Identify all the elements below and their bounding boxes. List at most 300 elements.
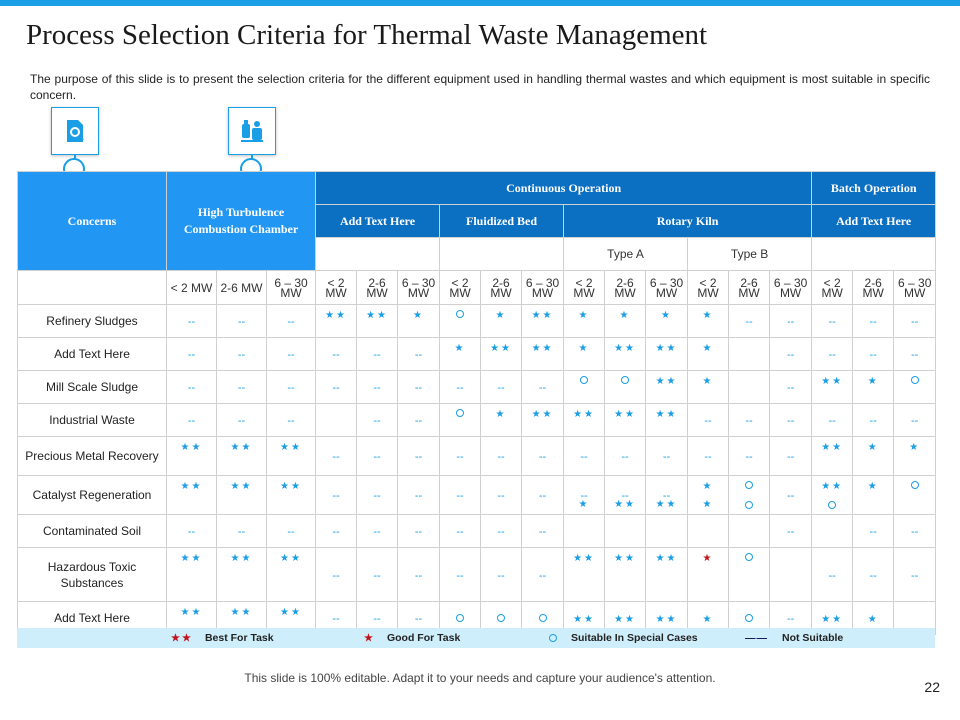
not-suitable-dash: -- — [869, 316, 877, 328]
special-circle-icon — [522, 613, 563, 623]
not-suitable-dash: -- — [786, 382, 795, 394]
rating-cell — [316, 437, 357, 476]
mw-header: 2-6 MW — [217, 271, 267, 305]
not-suitable-dash: -- — [414, 382, 423, 394]
not-suitable-dash: -- — [745, 451, 753, 463]
rating-cell — [481, 437, 522, 476]
not-suitable-dash: -- — [745, 415, 753, 427]
rating-cell — [564, 338, 605, 371]
rating-cell — [522, 548, 564, 602]
rating-cell — [853, 305, 894, 338]
not-suitable-dash: -- — [287, 349, 295, 361]
not-suitable-dash: -- — [662, 451, 671, 463]
rating-cell — [522, 404, 564, 437]
rating-cell — [357, 476, 398, 515]
best-star-icon: ★★ — [230, 442, 253, 453]
not-suitable-dash: -- — [456, 490, 464, 502]
rating-cell — [398, 305, 440, 338]
slide-title: Process Selection Criteria for Thermal Waste Management — [26, 19, 708, 51]
not-suitable-dash: -- — [456, 526, 464, 538]
best-star-icon: ★★ — [614, 409, 636, 420]
rating-cell — [167, 437, 217, 476]
not-suitable-dash: -- — [828, 569, 836, 582]
mw-header: 2-6 MW — [853, 271, 894, 305]
sub-header-add-text-1: Add Text Here — [316, 205, 440, 238]
not-suitable-dash: -- — [373, 490, 381, 502]
not-suitable-dash: -- — [456, 569, 464, 582]
special-circle-icon — [729, 500, 769, 510]
not-suitable-dash: -- — [828, 415, 836, 427]
rating-cell — [267, 305, 316, 338]
concern-label: Precious Metal Recovery — [18, 437, 167, 476]
best-star-icon: ★★ — [573, 553, 595, 564]
rating-cell — [605, 371, 646, 404]
rating-cell — [646, 371, 688, 404]
type-a-label: Type A — [564, 238, 688, 271]
not-suitable-dash: -- — [911, 569, 919, 582]
mw-header: 6 – 30 MW — [770, 271, 812, 305]
not-suitable-dash: -- — [187, 349, 196, 361]
mw-header: 6 – 30 MW — [267, 271, 316, 305]
not-suitable-dash: -- — [869, 569, 877, 582]
good-star-icon: ★ — [702, 481, 714, 492]
rating-cell — [605, 338, 646, 371]
mw-header: < 2 MW — [688, 271, 729, 305]
rating-cell — [440, 404, 481, 437]
rating-cell — [688, 515, 729, 548]
rating-cell — [316, 338, 357, 371]
page-number: 22 — [924, 679, 940, 695]
rating-cell — [729, 476, 770, 515]
rating-cell — [217, 548, 267, 602]
best-star-icon: ★★ — [366, 310, 388, 321]
rating-cell — [398, 338, 440, 371]
good-star-icon: ★ — [578, 343, 590, 354]
rating-cell — [267, 548, 316, 602]
best-star-icon: ★★ — [655, 376, 678, 387]
not-suitable-dash: -- — [373, 349, 381, 361]
best-star-icon: ★★ — [655, 499, 678, 510]
concern-label: Catalyst Regeneration — [18, 476, 167, 515]
not-suitable-dash: -- — [187, 316, 196, 328]
best-star-icon: ★★ — [171, 632, 193, 644]
rating-cell — [605, 548, 646, 602]
concern-label: Hazardous Toxic Substances — [18, 548, 167, 602]
good-star-icon: ★ — [454, 343, 466, 354]
not-suitable-dash: -- — [414, 490, 423, 502]
best-star-icon: ★★ — [325, 310, 347, 321]
rating-cell — [688, 305, 729, 338]
rating-cell — [564, 548, 605, 602]
rating-cell — [564, 404, 605, 437]
special-circle-icon — [812, 500, 852, 510]
not-suitable-dash: -- — [911, 316, 919, 328]
top-accent-bar — [0, 0, 960, 6]
rating-cell — [316, 404, 357, 437]
rating-cell — [357, 515, 398, 548]
not-suitable-dash: -- — [497, 526, 505, 538]
concerns-header: Concerns — [18, 172, 167, 271]
rating-cell — [316, 305, 357, 338]
rating-cell — [853, 548, 894, 602]
good-star-icon: ★ — [867, 442, 879, 453]
not-suitable-dash: -- — [456, 451, 464, 463]
not-suitable-dash: -- — [497, 451, 505, 463]
rating-cell — [894, 476, 936, 515]
rating-cell — [894, 437, 936, 476]
legend-special — [549, 632, 698, 644]
not-suitable-dash: -- — [911, 349, 919, 361]
rating-cell — [217, 515, 267, 548]
not-suitable-dash: -- — [538, 382, 547, 394]
rating-cell — [812, 404, 853, 437]
good-star-icon: ★ — [661, 310, 673, 321]
rating-cell — [398, 515, 440, 548]
not-suitable-dash: -- — [786, 349, 795, 361]
rating-cell — [812, 515, 853, 548]
document-search-icon — [51, 107, 99, 155]
rating-cell — [267, 515, 316, 548]
good-star-icon: ★ — [702, 499, 714, 510]
rating-cell — [564, 305, 605, 338]
not-suitable-dash: -- — [662, 490, 671, 502]
not-suitable-dash: -- — [187, 382, 196, 394]
rating-cell — [357, 548, 398, 602]
not-suitable-dash: -- — [373, 613, 381, 625]
not-suitable-dash: -- — [287, 316, 295, 328]
not-suitable-dash: -- — [373, 526, 381, 538]
rating-cell — [167, 476, 217, 515]
sub-header-fluidized-bed: Fluidized Bed — [440, 205, 564, 238]
sub-header-add-text-2: Add Text Here — [812, 205, 936, 238]
rating-cell — [729, 404, 770, 437]
good-star-icon: ★ — [702, 376, 714, 387]
mw-header: < 2 MW — [167, 271, 217, 305]
best-star-icon: ★★ — [230, 481, 253, 492]
dash-icon: —— — [745, 632, 768, 644]
not-suitable-dash: -- — [538, 526, 547, 538]
rating-cell — [267, 338, 316, 371]
circle-icon — [549, 634, 557, 642]
not-suitable-dash: -- — [187, 526, 196, 538]
not-suitable-dash: -- — [786, 451, 795, 463]
good-star-icon: ★ — [702, 343, 714, 354]
rating-cell — [770, 548, 812, 602]
rating-cell — [481, 515, 522, 548]
not-suitable-dash: -- — [704, 415, 712, 427]
not-suitable-dash: -- — [237, 316, 246, 328]
legend-good — [364, 632, 460, 644]
rating-cell — [605, 515, 646, 548]
not-suitable-dash: -- — [373, 569, 381, 582]
rating-cell — [564, 476, 605, 515]
not-suitable-dash: -- — [869, 349, 877, 361]
rating-cell — [894, 404, 936, 437]
legend-best-label: Best For Task — [204, 632, 274, 644]
mw-header: < 2 MW — [440, 271, 481, 305]
rating-cell — [316, 515, 357, 548]
not-suitable-dash: -- — [373, 382, 381, 394]
rating-cell — [522, 305, 564, 338]
legend-special-label: Suitable In Special Cases — [571, 632, 698, 644]
mw-header: 2-6 MW — [729, 271, 770, 305]
rating-cell — [167, 371, 217, 404]
rating-cell — [522, 338, 564, 371]
not-suitable-dash: -- — [332, 613, 340, 625]
special-circle-icon — [729, 552, 769, 562]
rating-cell — [564, 437, 605, 476]
rating-cell — [894, 515, 936, 548]
rating-cell — [357, 371, 398, 404]
not-suitable-dash: -- — [497, 490, 505, 502]
rating-cell — [481, 476, 522, 515]
rating-cell — [853, 476, 894, 515]
rating-cell — [522, 476, 564, 515]
mw-header: 2-6 MW — [357, 271, 398, 305]
rating-cell — [812, 437, 853, 476]
not-suitable-dash: -- — [287, 382, 295, 394]
rating-cell — [398, 548, 440, 602]
concern-label: Mill Scale Sludge — [18, 371, 167, 404]
best-star-icon: ★★ — [655, 614, 678, 625]
legend-not — [745, 632, 843, 644]
not-suitable-dash: -- — [237, 382, 246, 394]
not-suitable-dash: -- — [332, 490, 340, 502]
not-suitable-dash: -- — [287, 526, 295, 538]
concern-label: Add Text Here — [18, 338, 167, 371]
best-star-icon: ★★ — [280, 481, 302, 492]
rating-cell — [646, 515, 688, 548]
equipment-icon — [228, 107, 276, 155]
good-star-icon: ★ — [702, 310, 714, 321]
rating-cell — [853, 338, 894, 371]
rating-cell — [357, 338, 398, 371]
rating-cell — [688, 548, 729, 602]
special-circle-icon — [440, 408, 480, 418]
rating-cell — [398, 476, 440, 515]
best-star-icon: ★★ — [573, 409, 595, 420]
not-suitable-dash: -- — [237, 526, 246, 538]
rating-cell — [894, 305, 936, 338]
rating-cell — [357, 305, 398, 338]
best-star-icon: ★★ — [180, 607, 203, 618]
not-suitable-dash: -- — [373, 415, 381, 427]
rating-cell — [729, 515, 770, 548]
rating-cell — [605, 476, 646, 515]
special-circle-icon — [894, 480, 935, 490]
rating-cell — [440, 371, 481, 404]
rating-cell — [440, 305, 481, 338]
rating-cell — [770, 437, 812, 476]
not-suitable-dash: -- — [621, 451, 629, 463]
rating-cell — [605, 404, 646, 437]
rating-cell — [770, 404, 812, 437]
rating-cell — [605, 305, 646, 338]
rating-cell — [812, 548, 853, 602]
rating-cell — [357, 404, 398, 437]
special-circle-icon — [605, 375, 645, 385]
rating-cell — [167, 338, 217, 371]
rating-cell — [688, 476, 729, 515]
rating-cell — [812, 305, 853, 338]
legend-not-label: Not Suitable — [782, 632, 844, 644]
not-suitable-dash: -- — [497, 382, 505, 394]
rating-cell — [398, 404, 440, 437]
rating-cell — [564, 371, 605, 404]
best-star-icon: ★★ — [531, 343, 554, 354]
rating-cell — [688, 404, 729, 437]
not-suitable-dash: -- — [414, 526, 423, 538]
selection-criteria-table — [17, 171, 936, 635]
not-suitable-dash: -- — [332, 526, 340, 538]
rating-cell — [357, 437, 398, 476]
concern-label: Contaminated Soil — [18, 515, 167, 548]
not-suitable-dash: -- — [538, 451, 547, 463]
rating-cell — [217, 476, 267, 515]
best-star-icon: ★★ — [573, 614, 595, 625]
rating-cell — [605, 437, 646, 476]
rating-cell — [894, 371, 936, 404]
not-suitable-dash: -- — [621, 490, 629, 502]
not-suitable-dash: -- — [786, 316, 795, 328]
rating-cell — [812, 476, 853, 515]
rating-cell — [481, 404, 522, 437]
not-suitable-dash: -- — [580, 490, 588, 502]
rating-cell — [316, 476, 357, 515]
best-star-icon: ★★ — [490, 343, 512, 354]
good-star-icon: ★ — [702, 553, 714, 564]
rating-cell — [167, 404, 217, 437]
not-suitable-dash: -- — [745, 316, 753, 328]
concern-label: Industrial Waste — [18, 404, 167, 437]
rating-cell — [646, 404, 688, 437]
rating-cell — [217, 305, 267, 338]
not-suitable-dash: -- — [497, 569, 505, 582]
mw-header: 2-6 MW — [605, 271, 646, 305]
good-star-icon: ★ — [867, 614, 879, 625]
rating-cell — [812, 371, 853, 404]
good-star-icon: ★ — [578, 499, 590, 510]
rating-cell — [398, 371, 440, 404]
mw-header: 6 – 30 MW — [522, 271, 564, 305]
rating-cell — [398, 437, 440, 476]
not-suitable-dash: -- — [786, 526, 795, 538]
best-star-icon: ★★ — [821, 481, 844, 492]
good-star-icon: ★ — [364, 632, 375, 644]
best-star-icon: ★★ — [614, 499, 636, 510]
not-suitable-dash: -- — [414, 569, 423, 582]
rating-cell — [770, 371, 812, 404]
rating-cell — [646, 305, 688, 338]
best-star-icon: ★★ — [280, 442, 302, 453]
rating-cell — [646, 548, 688, 602]
rating-cell — [688, 338, 729, 371]
concern-label: Refinery Sludges — [18, 305, 167, 338]
good-star-icon: ★ — [867, 481, 879, 492]
rating-cell — [316, 548, 357, 602]
rating-cell — [481, 305, 522, 338]
best-star-icon: ★★ — [531, 310, 554, 321]
best-star-icon: ★★ — [531, 409, 554, 420]
rating-cell — [316, 371, 357, 404]
special-circle-icon — [440, 613, 480, 623]
legend-good-label: Good For Task — [386, 632, 461, 644]
best-star-icon: ★★ — [180, 481, 203, 492]
rating-cell — [729, 437, 770, 476]
best-star-icon: ★★ — [230, 553, 253, 564]
rating-cell — [217, 404, 267, 437]
best-star-icon: ★★ — [655, 553, 678, 564]
rating-cell — [729, 338, 770, 371]
rating-cell — [770, 338, 812, 371]
rating-cell — [646, 338, 688, 371]
not-suitable-dash: -- — [828, 349, 836, 361]
good-star-icon: ★ — [619, 310, 631, 321]
rating-cell — [646, 476, 688, 515]
rating-cell — [440, 548, 481, 602]
sub-header-rotary-kiln: Rotary Kiln — [564, 205, 812, 238]
rating-cell — [812, 338, 853, 371]
best-star-icon: ★★ — [614, 553, 636, 564]
mw-header: 6 – 30 MW — [646, 271, 688, 305]
rating-cell — [770, 515, 812, 548]
best-star-icon: ★★ — [655, 343, 678, 354]
concern-label: Add Text Here — [18, 602, 167, 635]
not-suitable-dash: -- — [538, 569, 547, 582]
not-suitable-dash: -- — [332, 451, 340, 463]
best-star-icon: ★★ — [180, 442, 203, 453]
rating-cell — [481, 371, 522, 404]
not-suitable-dash: -- — [911, 415, 919, 427]
not-suitable-dash: -- — [828, 316, 836, 328]
not-suitable-dash: -- — [911, 526, 919, 538]
best-star-icon: ★★ — [230, 607, 253, 618]
best-star-icon: ★★ — [180, 553, 203, 564]
not-suitable-dash: -- — [786, 613, 795, 625]
rating-cell — [522, 371, 564, 404]
not-suitable-dash: -- — [704, 451, 712, 463]
not-suitable-dash: -- — [869, 415, 877, 427]
rating-cell — [564, 515, 605, 548]
good-star-icon: ★ — [578, 310, 590, 321]
not-suitable-dash: -- — [580, 451, 588, 463]
not-suitable-dash: -- — [414, 451, 423, 463]
not-suitable-dash: -- — [786, 415, 795, 427]
mw-header: < 2 MW — [564, 271, 605, 305]
special-circle-icon — [564, 375, 604, 385]
legend-bar — [17, 628, 935, 648]
best-star-icon: ★★ — [280, 607, 302, 618]
rating-cell — [217, 371, 267, 404]
good-star-icon: ★ — [702, 614, 714, 625]
good-star-icon: ★ — [413, 310, 425, 321]
rating-cell — [217, 338, 267, 371]
mw-header: 2-6 MW — [481, 271, 522, 305]
best-star-icon: ★★ — [821, 376, 844, 387]
best-star-icon: ★★ — [655, 409, 678, 420]
rating-cell — [267, 371, 316, 404]
mw-header: 6 – 30 MW — [398, 271, 440, 305]
rating-cell — [167, 515, 217, 548]
batch-operation-header: Batch Operation — [812, 172, 936, 205]
rating-cell — [729, 548, 770, 602]
rating-cell — [853, 515, 894, 548]
special-circle-icon — [481, 613, 521, 623]
not-suitable-dash: -- — [187, 415, 196, 427]
not-suitable-dash: -- — [456, 382, 464, 394]
special-circle-icon — [729, 613, 769, 623]
rating-cell — [167, 305, 217, 338]
